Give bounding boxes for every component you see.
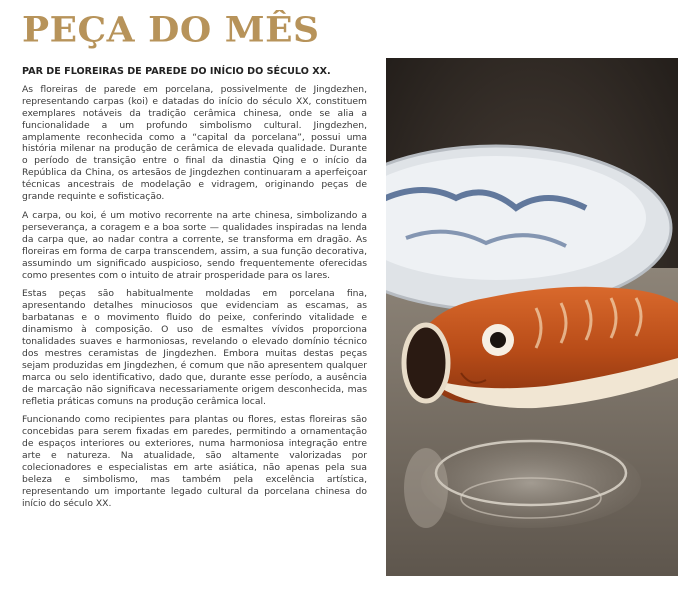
page-title: PEÇA DO MÊS	[22, 10, 320, 50]
article-paragraph-4: Funcionando como recipientes para plantas ou flores, estas floreiras são concebidas para serem fixadas em paredes, permitindo a ornamentação de espaços interiores ou exteriores, numa harmoniosa integração entre arte e natureza. Na atualidade, são altamente valorizadas por colecionadores e especialistas em arte asiática, não apenas pela sua beleza e simbolismo, mas também pela excelência artística, representando um importante legado cultural da porcelana chinesa do início do século XX.	[22, 414, 367, 509]
article-paragraph-3: Estas peças são habitualmente moldadas em porcelana fina, apresentando detalhes minuciosos que evidenciam as escamas, as barbatanas e o movimento fluido do peixe, conferindo vitalidade e dinamismo à composição. O uso de esmaltes vívidos proporciona tonalidades suaves e harmoniosas, revelando o elevado domínio técnico dos mestres ceramistas de Jingdezhen. Embora muitas destas peças sejam produzidas em Jingdezhen, é comum que não apresentem qualquer marca ou selo identificativo, dado que, durante esse período, a ausência de marcação não significava necessariamente origem desconhecida, mas refletia práticas comuns na produção cerâmica local.	[22, 288, 367, 407]
koi-planter-photo	[386, 58, 678, 576]
article-text	[22, 66, 367, 517]
article-paragraph-1: As floreiras de parede em porcelana, possivelmente de Jingdezhen, representando carpas (koi) e datadas do início do século XX, constituem exemplares notáveis da tradição cerâmica chinesa, onde se alia a funcionalidade a um profundo simbolismo cultural. Jingdezhen, amplamente reconhecida como a “capital da porcelana”, possui uma história milenar na produção de cerâmica de elevada qualidade. Durante o período de transição entre o final da dinastia Qing e o início da República da China, os artesãos de Jingdezhen continuaram a aperfeiçoar técnicas ancestrais de modelação e vidragem, originando peças de grande requinte e sofisticação.	[22, 83, 367, 203]
koi-planter-illustration	[386, 58, 678, 576]
article-paragraph-2: A carpa, ou koi, é um motivo recorrente na arte chinesa, simbolizando a perseverança, a coragem e a boa sorte — qualidades inspiradas na lenda da carpa que, ao nadar contra a corrente, se transforma em dragão. As floreiras em forma de carpa transcendem, assim, a sua função decorativa, assumindo um significado auspicioso, sendo frequentemente oferecidas como presentes com o intuito de atrair prosperidade para os lares.	[22, 209, 367, 281]
article-heading: PAR DE FLOREIRAS DE PAREDE DO INÍCIO DO SÉCULO XX.	[22, 66, 331, 77]
